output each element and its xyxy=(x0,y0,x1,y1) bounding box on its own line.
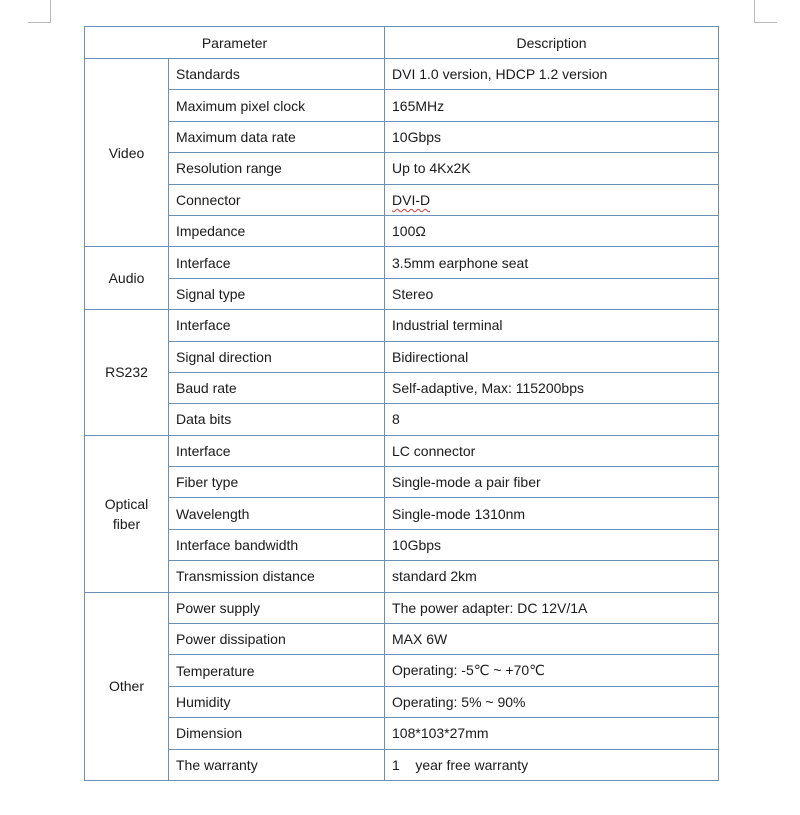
param-cell: Interface xyxy=(169,310,385,341)
param-cell: Dimension xyxy=(169,718,385,749)
table-row xyxy=(85,215,719,246)
param-cell: Wavelength xyxy=(169,498,385,529)
desc-cell: 3.5mm earphone seat xyxy=(385,247,719,278)
desc-cell: Operating: 5% ~ 90% xyxy=(385,686,719,717)
param-cell: Signal direction xyxy=(169,341,385,372)
param-cell: Data bits xyxy=(169,404,385,435)
group-label-video: Video xyxy=(85,59,169,247)
param-cell: Interface xyxy=(169,247,385,278)
table-row xyxy=(85,278,719,309)
header-description: Description xyxy=(385,27,719,59)
desc-cell: DVI 1.0 version, HDCP 1.2 version xyxy=(385,59,719,90)
table-header-row xyxy=(85,27,719,59)
desc-cell: Up to 4Kx2K xyxy=(385,153,719,184)
param-cell: Baud rate xyxy=(169,372,385,403)
spec-table xyxy=(84,26,719,781)
desc-cell: Single-mode a pair fiber xyxy=(385,467,719,498)
table-row xyxy=(85,686,719,717)
param-cell: Power supply xyxy=(169,592,385,623)
desc-cell: 1 year free warranty xyxy=(385,749,719,780)
table-row xyxy=(85,467,719,498)
param-cell: Interface xyxy=(169,435,385,466)
param-cell: Maximum pixel clock xyxy=(169,90,385,121)
desc-cell: MAX 6W xyxy=(385,624,719,655)
desc-cell: Single-mode 1310nm xyxy=(385,498,719,529)
header-parameter: Parameter xyxy=(85,27,385,59)
desc-cell: standard 2km xyxy=(385,561,719,592)
table-row xyxy=(85,153,719,184)
table-row xyxy=(85,59,719,90)
table-row xyxy=(85,529,719,560)
param-cell: Fiber type xyxy=(169,467,385,498)
desc-cell: 108*103*27mm xyxy=(385,718,719,749)
desc-cell: Bidirectional xyxy=(385,341,719,372)
desc-cell: 8 xyxy=(385,404,719,435)
table-row xyxy=(85,341,719,372)
group-label-audio: Audio xyxy=(85,247,169,310)
table-row xyxy=(85,749,719,780)
param-cell: Interface bandwidth xyxy=(169,529,385,560)
param-cell: Maximum data rate xyxy=(169,121,385,152)
group-label-other: Other xyxy=(85,592,169,780)
param-cell: Signal type xyxy=(169,278,385,309)
desc-cell: 165MHz xyxy=(385,90,719,121)
group-label-optical-fiber xyxy=(85,435,169,592)
table-row xyxy=(85,718,719,749)
desc-cell: The power adapter: DC 12V/1A xyxy=(385,592,719,623)
desc-cell: 100Ω xyxy=(385,215,719,246)
param-cell: Resolution range xyxy=(169,153,385,184)
desc-cell: Industrial terminal xyxy=(385,310,719,341)
desc-cell xyxy=(385,184,719,215)
desc-cell: Stereo xyxy=(385,278,719,309)
param-cell: Standards xyxy=(169,59,385,90)
table-row xyxy=(85,90,719,121)
param-cell: Power dissipation xyxy=(169,624,385,655)
group-label-rs232: RS232 xyxy=(85,310,169,436)
table-row xyxy=(85,655,719,686)
table-row xyxy=(85,592,719,623)
param-cell: Transmission distance xyxy=(169,561,385,592)
desc-cell: LC connector xyxy=(385,435,719,466)
desc-cell: 10Gbps xyxy=(385,121,719,152)
param-cell: Impedance xyxy=(169,215,385,246)
table-row xyxy=(85,310,719,341)
table-row xyxy=(85,498,719,529)
table-row xyxy=(85,624,719,655)
page-corner-mark-left xyxy=(28,0,51,23)
table-row xyxy=(85,184,719,215)
table-row xyxy=(85,435,719,466)
page-corner-mark-right xyxy=(754,0,777,23)
desc-cell: 10Gbps xyxy=(385,529,719,560)
table-row xyxy=(85,247,719,278)
param-cell: The warranty xyxy=(169,749,385,780)
param-cell: Humidity xyxy=(169,686,385,717)
table-row xyxy=(85,561,719,592)
desc-cell: Self-adaptive, Max: 115200bps xyxy=(385,372,719,403)
table-row xyxy=(85,121,719,152)
param-cell: Connector xyxy=(169,184,385,215)
table-row xyxy=(85,372,719,403)
param-cell: Temperature xyxy=(169,655,385,686)
spellcheck-flagged-text: DVI-D xyxy=(392,191,431,208)
table-row xyxy=(85,404,719,435)
group-label-text: Optical fiber xyxy=(104,495,149,532)
desc-cell: Operating: -5℃ ~ +70℃ xyxy=(385,655,719,686)
